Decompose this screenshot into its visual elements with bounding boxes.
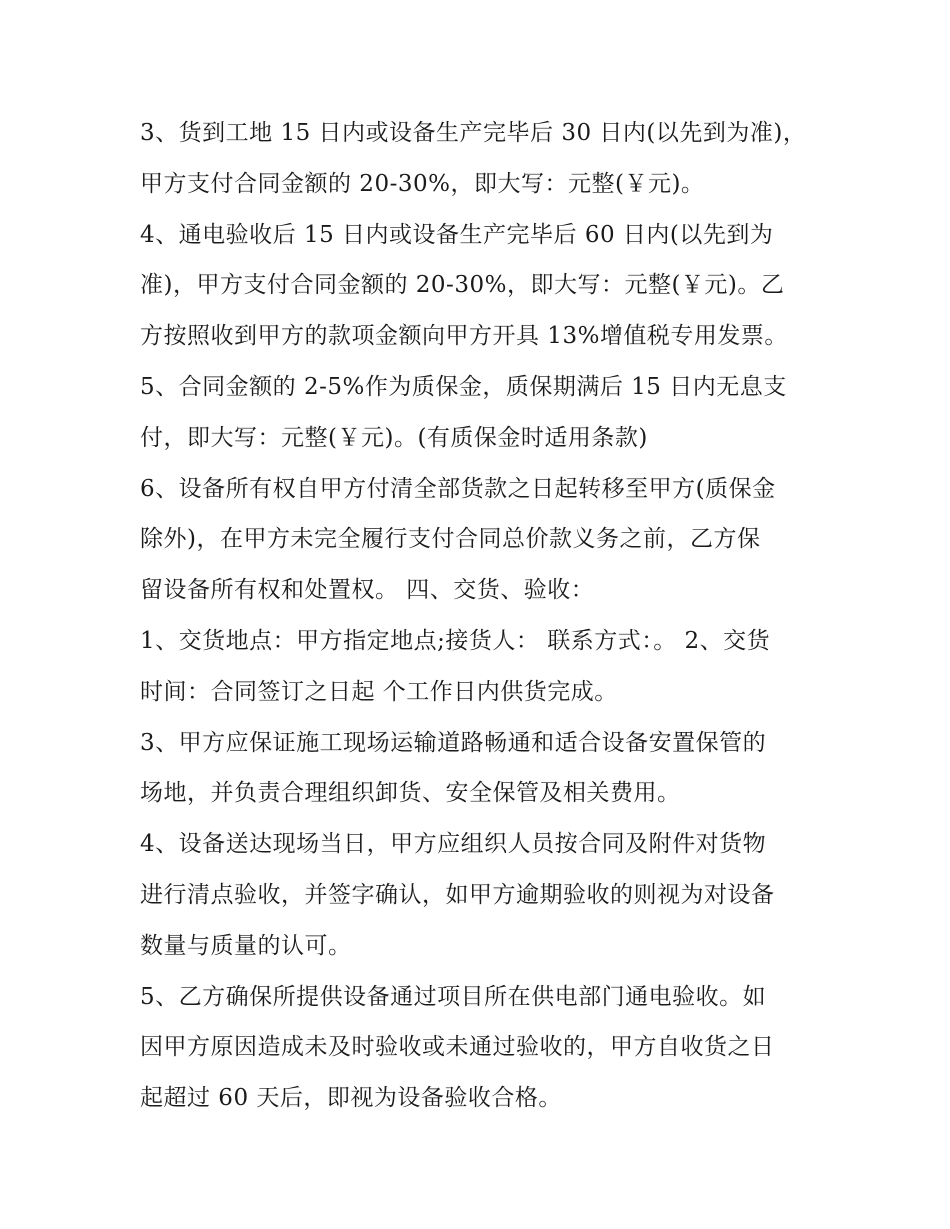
text-line: 时间：合同签订之日起 个工作日内供货完成。 (140, 678, 618, 705)
text-line: 留设备所有权和处置权。 四、交货、验收： (140, 577, 595, 604)
text-line: 起超过 60 天后，即视为设备验收合格。 (140, 1085, 562, 1112)
text-line: 甲方支付合同金额的 20-30%，即大写：元整(￥元)。 (140, 170, 705, 197)
text-line: 准)，甲方支付合同金额的 20-30%，即大写：元整(￥元)。乙 (140, 272, 785, 299)
text-line: 场地，并负责合理组织卸货、安全保管及相关费用。 (140, 780, 681, 807)
text-line: 4、设备送达现场当日，甲方应组织人员按合同及附件对货物 (140, 831, 767, 858)
text-line: 进行清点验收，并签字确认，如甲方逾期验收的则视为对设备 (140, 881, 775, 908)
document-body (140, 108, 820, 1124)
text-line: 3、甲方应保证施工现场运输道路畅通和适合设备安置保管的 (140, 729, 767, 756)
text-line: 1、交货地点：甲方指定地点;接货人： 联系方式：。 2、交货 (140, 627, 771, 654)
text-line: 5、合同金额的 2-5%作为质保金，质保期满后 15 日内无息支 (140, 373, 787, 400)
text-line: 3、货到工地 15 日内或设备生产完毕后 30 日内(以先到为准)， (140, 120, 807, 146)
text-line: 因甲方原因造成未及时验收或未通过验收的，甲方自收货之日 (140, 1034, 775, 1061)
text-line: 数量与质量的认可。 (140, 932, 352, 959)
text-line: 4、通电验收后 15 日内或设备生产完毕后 60 日内(以先到为 (140, 221, 774, 248)
text-line: 除外)，在甲方未完全履行支付合同总价款义务之前，乙方保 (140, 526, 761, 553)
text-line: 方按照收到甲方的款项金额向甲方开具 13%增值税专用发票。 (140, 323, 788, 350)
text-line: 5、乙方确保所提供设备通过项目所在供电部门通电验收。如 (140, 983, 767, 1010)
text-line: 6、设备所有权自甲方付清全部货款之日起转移至甲方(质保金 (140, 475, 776, 502)
text-line: 付，即大写：元整(￥元)。(有质保金时适用条款) (140, 424, 648, 451)
